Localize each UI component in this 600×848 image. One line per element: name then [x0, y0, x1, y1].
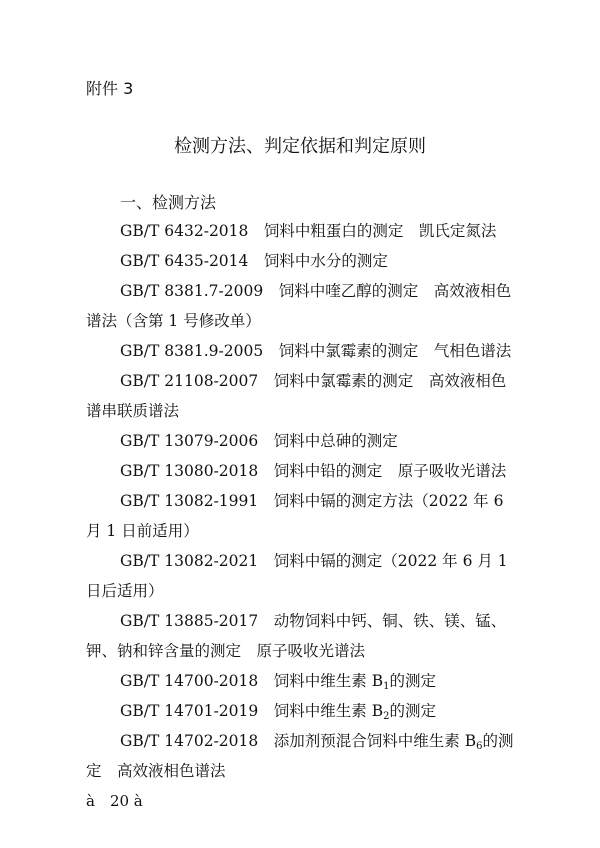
standard-name: 饲料中总砷的测定: [273, 432, 398, 450]
standard-name: 饲料中氯霉素的测定 高效液相色谱串联质谱法: [86, 372, 507, 420]
subscript-number: 2: [383, 711, 390, 722]
standard-name: [274, 702, 436, 720]
standard-item: [86, 486, 514, 546]
standard-name: [274, 672, 436, 690]
standard-name: 饲料中铅的测定 原子吸收光谱法: [273, 462, 507, 480]
standard-name-suffix: 的测定: [389, 672, 436, 690]
standard-code: GB/T 14701-2019: [120, 702, 259, 720]
standard-name-prefix: 添加剂预混合饲料中维生素 B: [273, 732, 477, 750]
standard-code: GB/T 13885-2017: [120, 612, 259, 630]
standard-code: GB/T 13082-2021: [120, 552, 259, 570]
standard-item: [86, 276, 514, 336]
standard-code: GB/T 6435-2014: [120, 252, 249, 270]
page-title: 检测方法、判定依据和判定原则: [174, 136, 426, 157]
standard-name: 饲料中氯霉素的测定 气相色谱法: [278, 342, 512, 360]
standard-name: 饲料中镉的测定（2022 年 6 月 1 日后适用）: [86, 552, 508, 600]
page-number: à 20 à: [86, 792, 143, 810]
standard-name: 饲料中喹乙醇的测定 高效液相色谱法（含第 1 号修改单）: [86, 282, 512, 330]
standard-name-suffix: 的测定 高效液相色谱法: [86, 732, 514, 780]
standard-code: GB/T 13079-2006: [120, 432, 259, 450]
standard-name: 饲料中水分的测定: [263, 252, 388, 270]
standard-code: GB/T 8381.9-2005: [120, 342, 264, 360]
standard-name: 饲料中粗蛋白的测定 凯氏定氮法: [263, 222, 497, 240]
standard-code: GB/T 13082-1991: [120, 492, 259, 510]
standard-code: GB/T 8381.7-2009: [120, 282, 264, 300]
standard-code: GB/T 21108-2007: [120, 372, 259, 390]
standard-name-prefix: 饲料中维生素 B: [273, 702, 384, 720]
standard-code: GB/T 14702-2018: [120, 732, 259, 750]
standard-item: [86, 456, 514, 486]
attachment-label: 附件 3: [86, 79, 134, 98]
standard-item: [86, 426, 514, 456]
standard-item: [86, 726, 514, 786]
standard-code: GB/T 14700-2018: [120, 672, 259, 690]
standard-name-suffix: 的测定: [389, 702, 436, 720]
subscript-number: 6: [476, 741, 483, 752]
standard-item: [86, 666, 514, 696]
standard-name: 饲料中镉的测定方法（2022 年 6 月 1 日前适用）: [86, 492, 504, 540]
standard-item: [86, 336, 514, 366]
standard-item: [86, 606, 514, 666]
section-heading: 一、检测方法: [120, 193, 217, 212]
standard-code: GB/T 13080-2018: [120, 462, 259, 480]
standard-code: GB/T 6432-2018: [120, 222, 249, 240]
standard-item: [86, 366, 514, 426]
standard-item: [86, 216, 514, 246]
standards-list: [86, 216, 514, 786]
standard-name-prefix: 饲料中维生素 B: [273, 672, 384, 690]
standard-item: [86, 696, 514, 726]
standard-item: [86, 246, 514, 276]
standard-name: 动物饲料中钙、铜、铁、镁、锰、钾、钠和锌含量的测定 原子吸收光谱法: [86, 612, 507, 660]
subscript-number: 1: [383, 681, 390, 692]
standard-item: [86, 546, 514, 606]
